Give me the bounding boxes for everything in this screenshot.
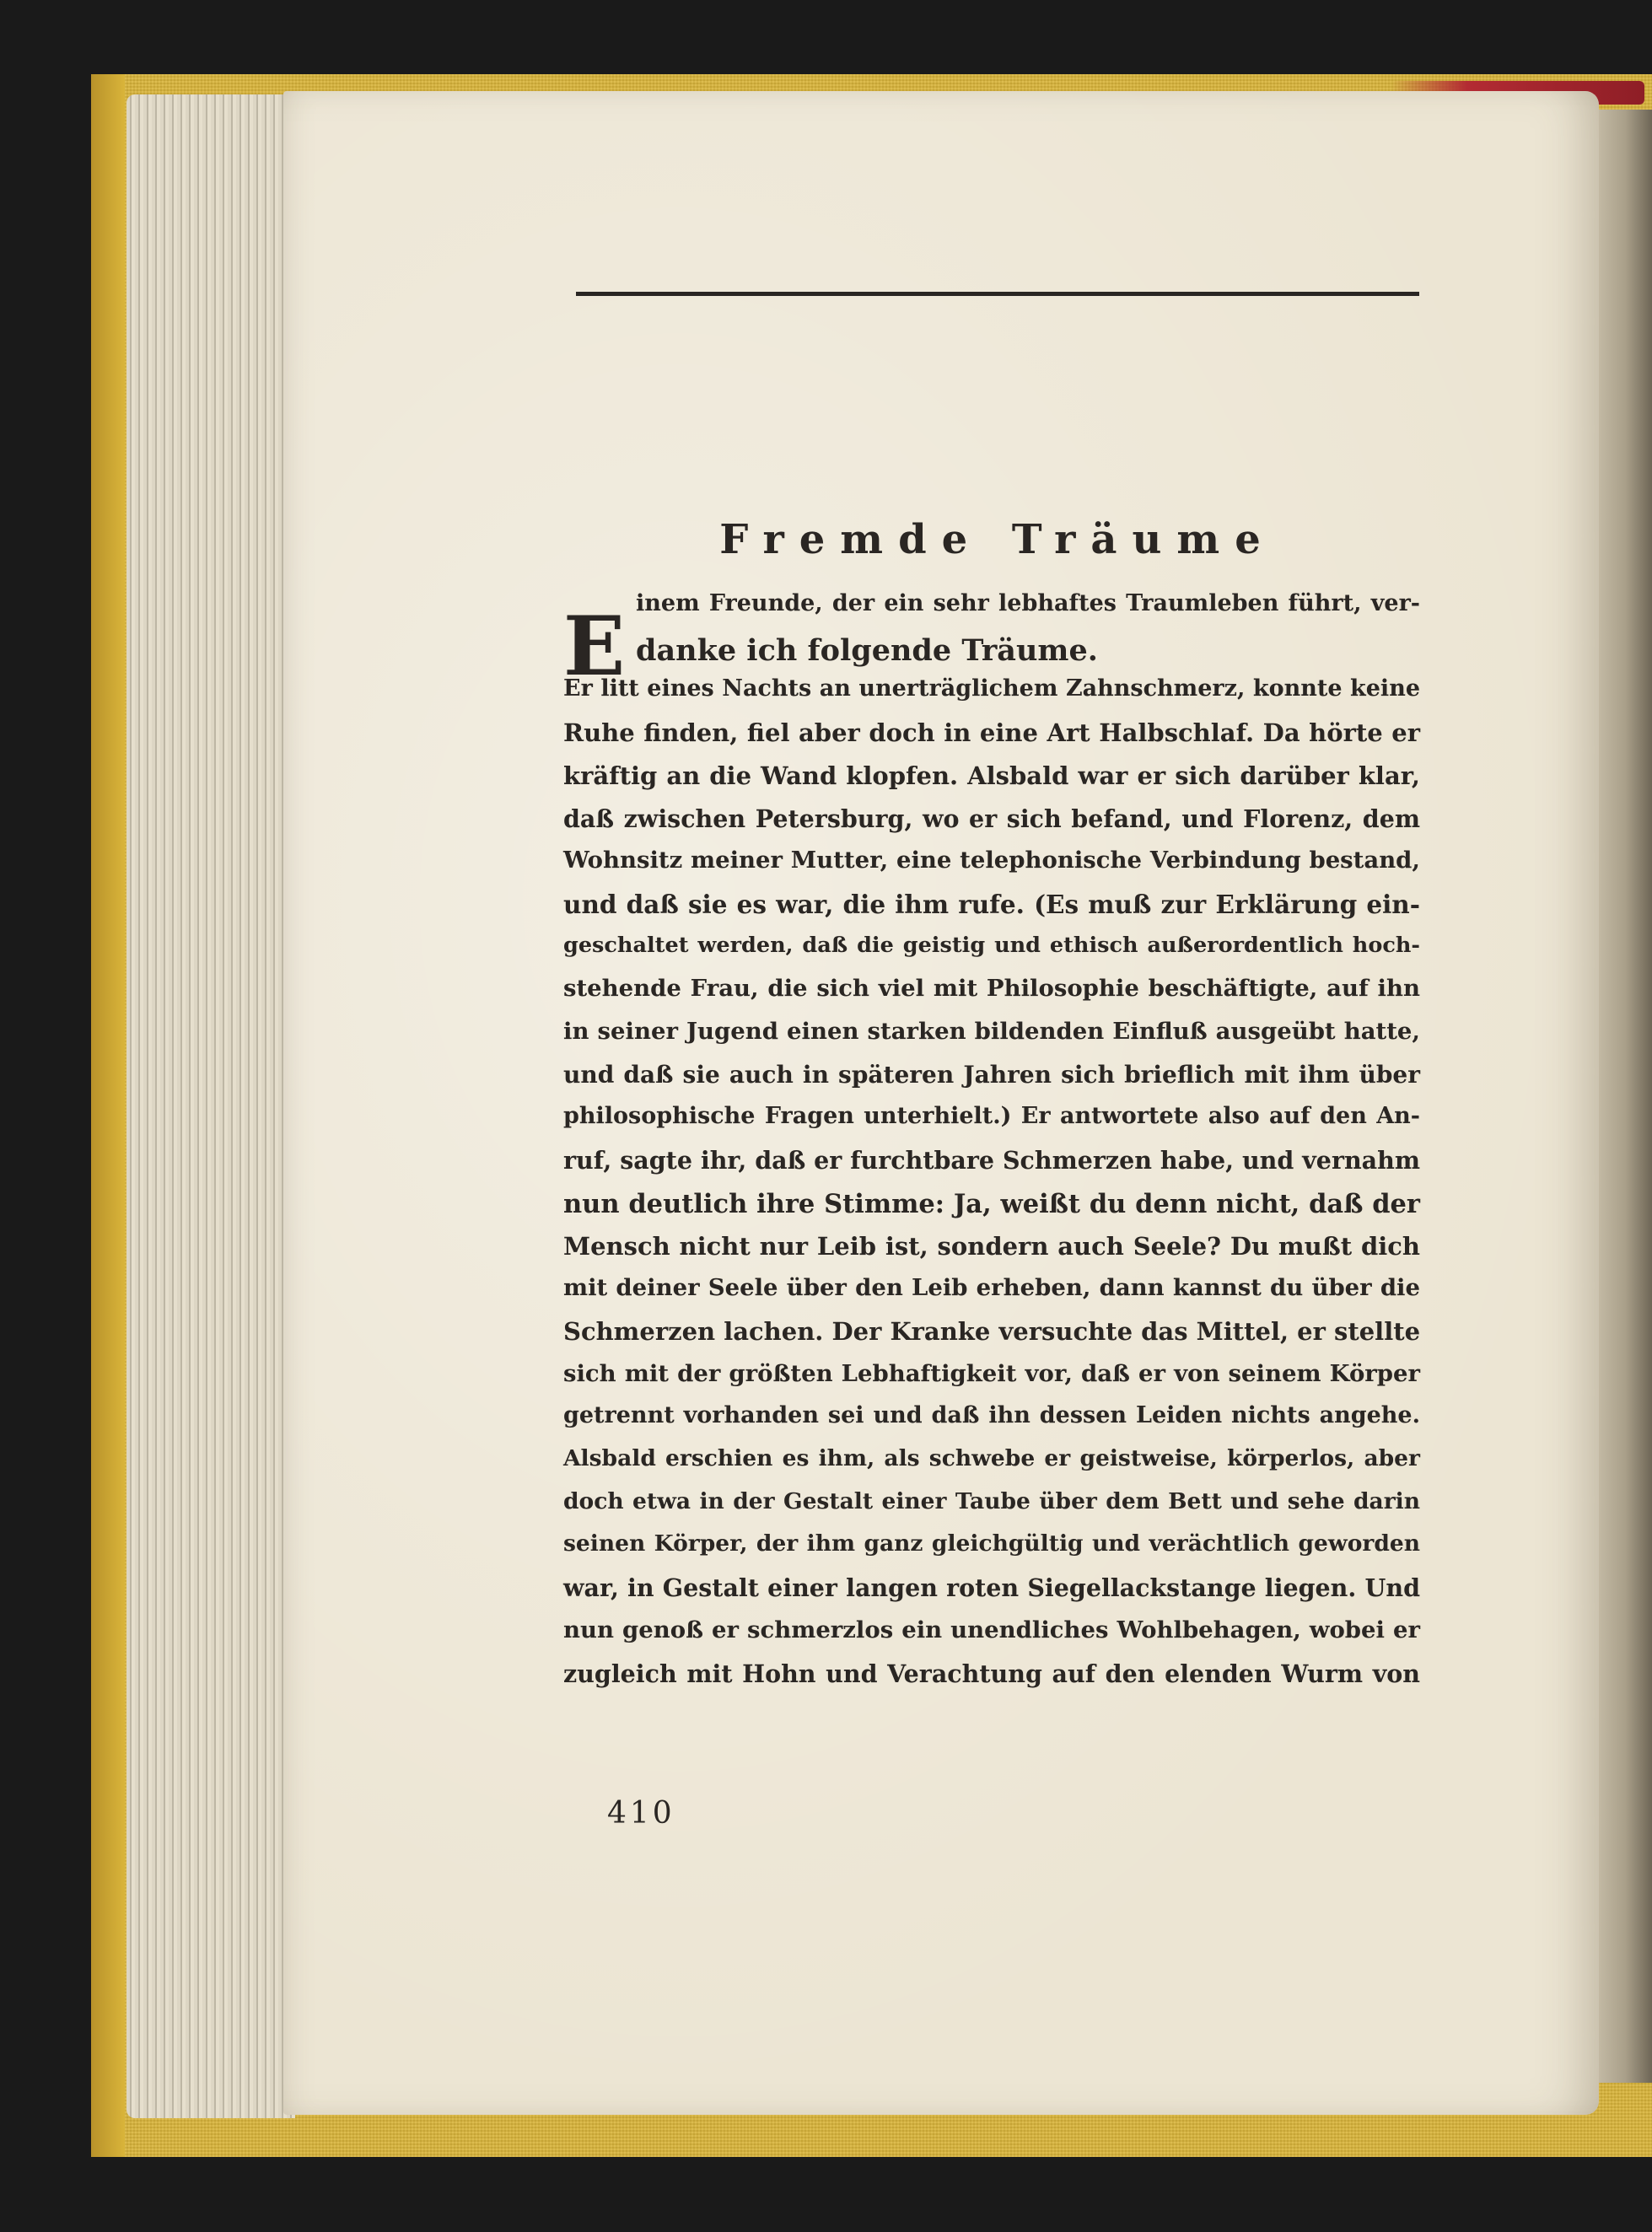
text-line: und daß sie es war, die ihm rufe. (Es muß zur Erklärung ein-: [563, 889, 1420, 919]
text-line: seinen Körper, der ihm ganz gleichgültig und verächtlich geworden: [563, 1530, 1420, 1557]
text-line: geschaltet werden, daß die geistig und ethisch außerordentlich hoch-: [563, 932, 1420, 958]
text-line: Wohnsitz meiner Mutter, eine telephonische Verbindung bestand,: [563, 847, 1420, 874]
chapter-title: Fremde Träume: [719, 516, 1276, 563]
text-line: Mensch nicht nur Leib ist, sondern auch Seele? Du mußt dich: [563, 1231, 1420, 1261]
text-line: Ruhe finden, fiel aber doch in eine Art Halbschlaf. Da hörte er: [563, 718, 1420, 748]
page-stack-edge: [126, 94, 295, 2118]
text-line: stehende Frau, die sich viel mit Philosophie beschäftigte, auf ihn: [563, 975, 1420, 1003]
page-number: 410: [607, 1796, 675, 1831]
text-line: getrennt vorhanden sei und daß ihn dessen Leiden nichts angehe.: [563, 1402, 1420, 1429]
text-line: und daß sie auch in späteren Jahren sich brieflich mit ihm über: [563, 1060, 1420, 1089]
text-line: Er litt eines Nachts an unerträglichem Zahnschmerz, konnte keine: [563, 675, 1420, 702]
text-line: kräftig an die Wand klopfen. Alsbald war er sich darüber klar,: [563, 761, 1420, 790]
text-line: in seiner Jugend einen starken bildenden Einfluß ausgeübt hatte,: [563, 1018, 1420, 1045]
text-line: nun genoß er schmerzlos ein unendliches Wohlbehagen, wobei er: [563, 1616, 1420, 1643]
text-line: philosophische Fragen unterhielt.) Er antwortete also auf den An-: [563, 1103, 1420, 1130]
text-line: ruf, sagte ihr, daß er furchtbare Schmerzen habe, und vernahm: [563, 1146, 1421, 1175]
text-line: inem Freunde, der ein sehr lebhaftes Traumleben führt, ver-: [636, 590, 1420, 616]
text-line: daß zwischen Petersburg, wo er sich befand, und Florenz, dem: [563, 804, 1420, 833]
text-line: mit deiner Seele über den Leib erheben, dann kannst du über die: [563, 1274, 1420, 1302]
text-line: danke ich folgende Träume.: [636, 632, 1098, 668]
cover-hinge: [91, 74, 125, 2157]
text-line: zugleich mit Hohn und Verachtung auf den elenden Wurm von: [563, 1659, 1420, 1688]
text-line: doch etwa in der Gestalt einer Taube über dem Bett und sehe darin: [563, 1487, 1420, 1514]
text-line: sich mit der größten Lebhaftigkeit vor, daß er von seinem Körper: [563, 1359, 1420, 1387]
text-line: nun deutlich ihre Stimme: Ja, weißt du denn nicht, daß der: [563, 1188, 1420, 1219]
text-line: Schmerzen lachen. Der Kranke versuchte das Mittel, er stellte: [563, 1316, 1421, 1346]
drop-cap: E: [563, 599, 626, 694]
text-line: war, in Gestalt einer langen roten Siegellackstange liegen. Und: [563, 1573, 1420, 1603]
text-line: Alsbald erschien es ihm, als schwebe er geistweise, körperlos, aber: [563, 1445, 1420, 1471]
header-rule: [576, 292, 1419, 296]
